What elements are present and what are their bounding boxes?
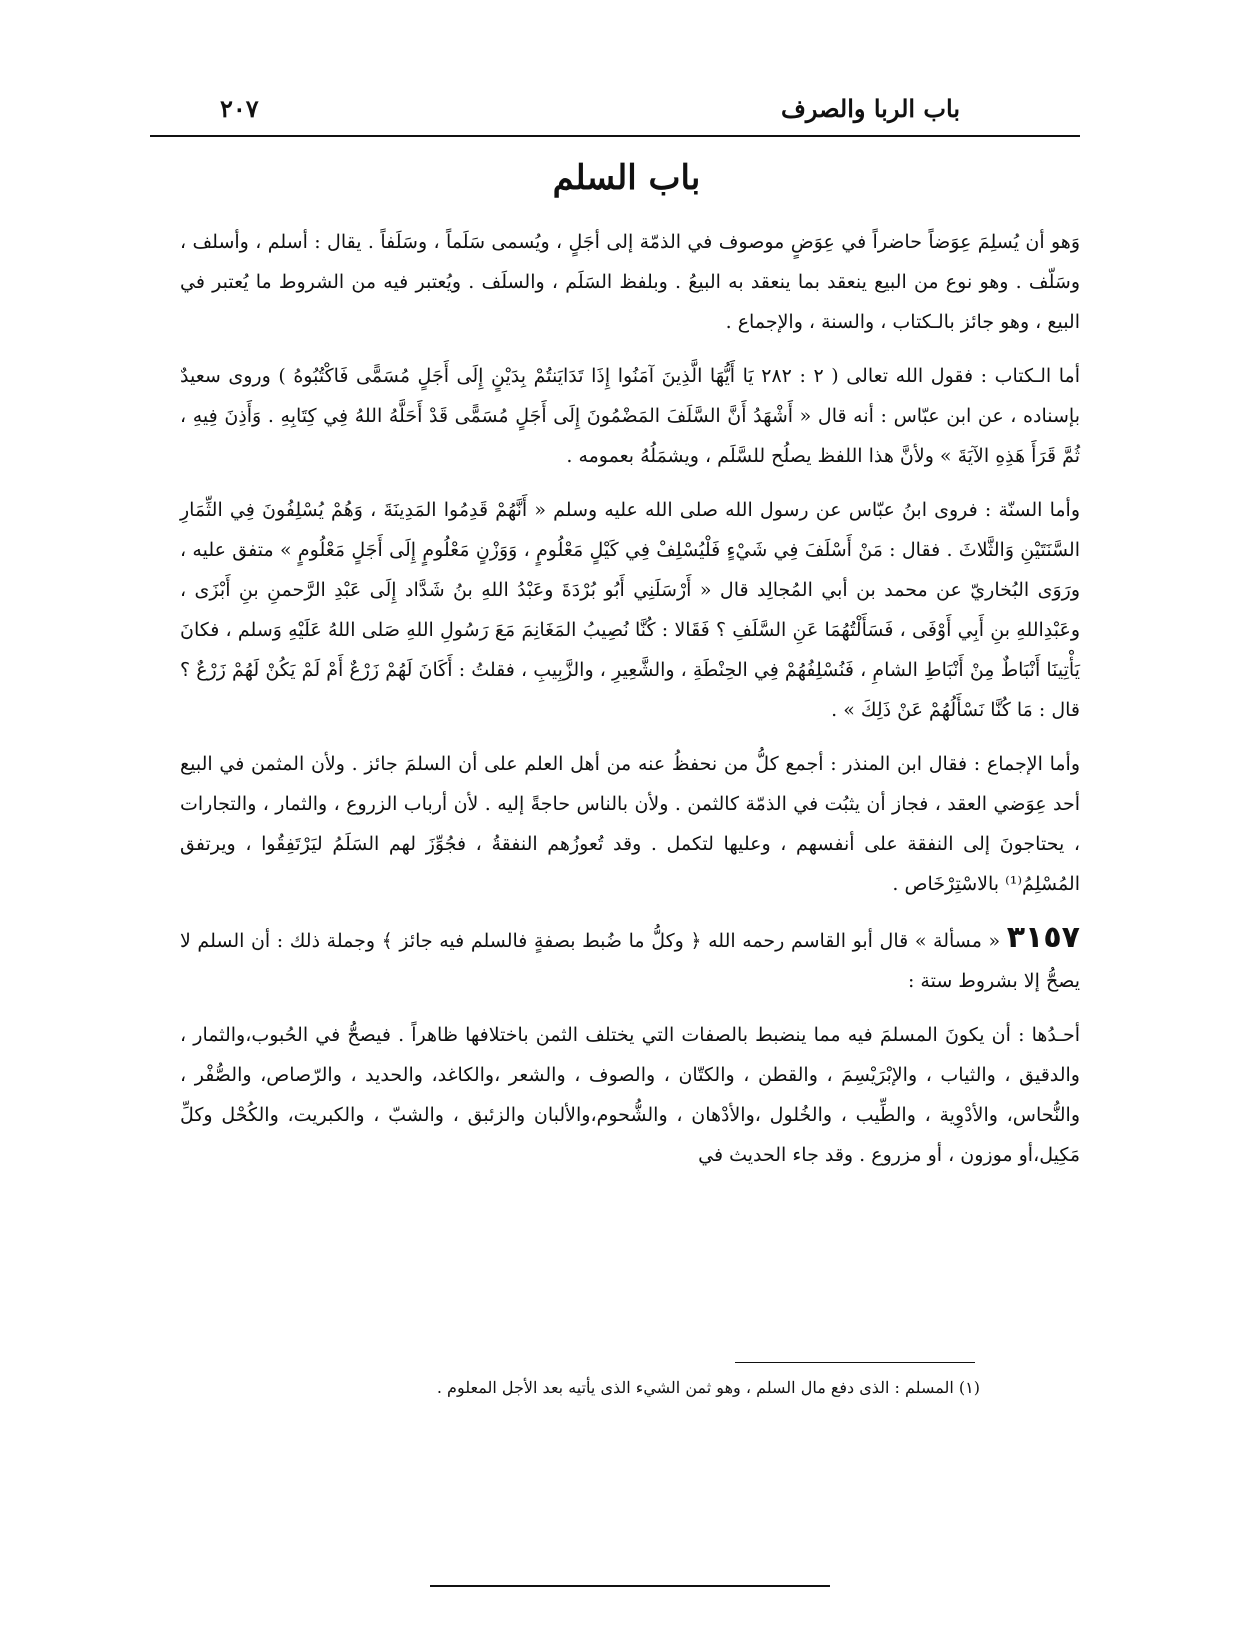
- running-title: باب الربا والصرف: [780, 94, 960, 123]
- consensus-paragraph: وأما الإجماع : فقال ابن المنذر : أجمع كلُّ من نحفظُ عنه من أهل العلم على أن السلمَ جائز . ولأن المثمن في البيع أحد عِوَضي العقد ، فجاز أن يثبُت في الذمّة كالثمن . ولأن بالناس حاجةً إليه . لأن أرباب الزروع ، والثمار ، والتجارات ، يحتاجونَ إلى النفقة على أنفسهم ، وعليها لتكمل . وقد تُعوزُهم النفقةُ ، فجُوِّزَ لهم السَلَمُ ليَرْتَفِقُوا ، ويرتفق المُسْلِمُ⁽¹⁾ بالاسْتِرْخَاص .: [180, 753, 1080, 895]
- conditions-paragraph: أحـدُها : أن يكونَ المسلمَ فيه مما ينضبط بالصفات التي يختلف الثمن باختلافها ظاهراً . فيصحُّ في الحُبوب،والثمار ، والدقيق ، والثياب ، والإبْرَيْسِمَ ، والقطن ، والكتّان ، والصوف ، والشعر ،والكاغد، والحديد ، والرّصاص، والصُّفْر ، والنُّحاس، والأدْوِية ، والطِّيب ، والخُلول ،والأدْهان ، والشُّحوم،والألبان والزئبق ، والشبّ ، والكبريت، والكُحْل وكلِّ مَكِيل،أو موزون ، أو مزروع . وقد جاء الحديث في: [180, 1024, 1080, 1166]
- bottom-rule: [430, 1585, 830, 1587]
- page-number: ٢٠٧: [220, 94, 259, 123]
- sunnah-paragraph: وأما السنّة : فروى ابنُ عبّاس عن رسول الله صلى الله عليه وسلم « أَنَّهُمْ قَدِمُوا المَدِينَةَ ، وَهُمْ يُسْلِفُونَ فِي الثِّمَارِ السَّنَتَيْنِ وَالثَّلاثَ . فقال : مَنْ أَسْلَفَ فِي شَيْءٍ فَلْيُسْلِفْ فِي كَيْلٍ مَعْلُومٍ ، وَوَزْنٍ مَعْلُومٍ إِلَى أَجَلٍ مَعْلُومٍ » متفق عليه ، ورَوَى البُخاريّ عن محمد بن أبي المُجالِد قال « أَرْسَلَنِي أَبُو بُرْدَةَ وعَبْدُ اللهِ بنُ شَدَّاد إِلَى عَبْدِ الرَّحمنِ بنِ أَبْزَى ، وعَبْدِاللهِ بنِ أَبِي أَوْفَى ، فَسَأَلْتُهُمَا عَنِ السَّلَفِ ؟ فَقَالا : كُنَّا نُصِيبُ المَغَانِمَ مَعَ رَسُولِ اللهِ صَلى اللهُ عَلَيْهِ وَسلم ، فكانَ يَأْتِينَا أَنْبَاطٌ مِنْ أَنْبَاطِ الشامِ ، فَنُسْلِفُهُمْ فِي الحِنْطَةِ ، والشَّعِيرِ ، والزَّبِيبِ ، فقلتُ : أَكَانَ لَهُمْ زَرْعٌ أَمْ لَمْ يَكُنْ لَهُمْ زَرْعٌ ؟ قال : مَا كُنَّا نَسْأَلُهُمْ عَنْ ذَلِكَ » .: [180, 499, 1080, 721]
- issue-text: « مسألة » قال أبو القاسم رحمه الله ﴿ وكلُّ ما ضُبط بصفةٍ فالسلم فيه جائز ﴾ وجملة ذلك : أن السلم لا يصحُّ إلا بشروط ستة :: [180, 930, 1080, 992]
- definition-paragraph: وَهو أن يُسلِمَ عِوَضاً حاضراً في عِوَضٍ موصوف في الذمّة إلى أجَلٍ ، ويُسمى سَلَماً ، وسَلَفاً . يقال : أسلم ، وأسلف ، وسَلّف . وهو نوع من البيع ينعقد بما ينعقد به البيعُ . وبلفظ السَلَم ، والسلَف . ويُعتبر فيه من الشروط ما يُعتبر في البيع ، وهو جائز بالـكتاب ، والسنة ، والإجماع .: [180, 231, 1080, 333]
- header-rule: [150, 135, 1080, 137]
- body-text: [180, 222, 1080, 1189]
- quran-paragraph: أما الـكتاب : فقول الله تعالى ( ٢ : ٢٨٢ يَا أَيُّهَا الَّذِينَ آمَنُوا إِذَا تَدَايَنتُمْ بِدَيْنٍ إِلَى أَجَلٍ مُسَمًّى فَاكْتُبُوهُ ) وروى سعيدٌ بإسناده ، عن ابن عبّاس : أنه قال « أَشْهَدُ أَنَّ السَّلَفَ المَضْمُونَ إِلَى أَجَلٍ مُسَمًّى قَدْ أَحَلَّهُ اللهُ فِي كِتَابِهِ . وَأَذِنَ فِيهِ ، ثُمَّ قَرَأَ هَذِهِ الآيَةَ » ولأنَّ هذا اللفظ يصلُح للسَّلَم ، ويشمَلُهُ بعمومه .: [180, 365, 1080, 467]
- chapter-title: باب السلم: [552, 158, 701, 198]
- footnote-rule: [735, 1362, 975, 1363]
- issue-number: ٣١٥٧: [1006, 920, 1080, 955]
- issue-paragraph: [180, 918, 1080, 1001]
- footnote: (١) المسلم : الذى دفع مال السلم ، وهو ثمن الشيء الذى يأتيه بعد الأجل المعلوم .: [436, 1378, 980, 1397]
- page-header: [150, 92, 1100, 132]
